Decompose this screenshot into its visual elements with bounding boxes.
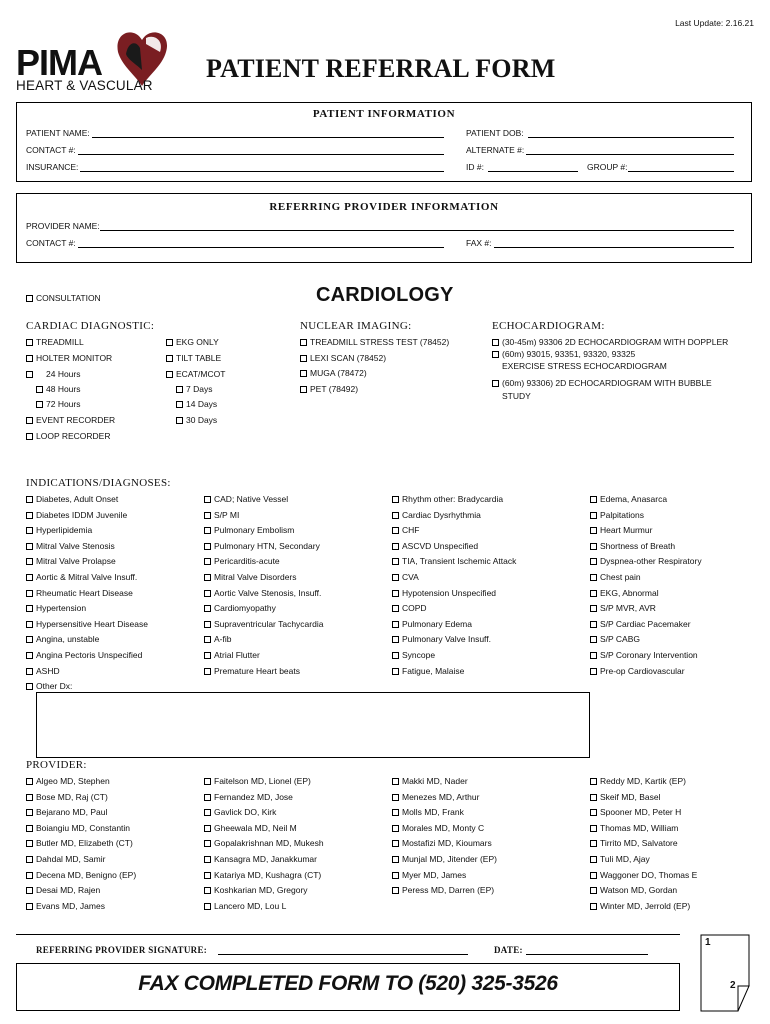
checkbox-icon [176, 401, 183, 408]
checkbox-icon [392, 512, 399, 519]
insurance-label: INSURANCE: [26, 162, 79, 172]
diagnosis-option[interactable]: Pulmonary Embolism [204, 524, 294, 536]
diagnosis-option[interactable]: Rhythm other: Bradycardia [392, 493, 503, 505]
diagnosis-option[interactable]: Palpitations [590, 509, 644, 521]
checkbox-icon [26, 558, 33, 565]
provider-option[interactable]: Evans MD, James [26, 900, 105, 912]
cardiac-option[interactable]: ECAT/MCOT [166, 368, 225, 380]
diagnosis-option[interactable]: Cardiac Dysrhythmia [392, 509, 481, 521]
provider-name-label: PROVIDER NAME: [26, 221, 100, 231]
provider-option[interactable]: Tirrito MD, Salvatore [590, 837, 678, 849]
cardiac-option[interactable]: 30 Days [176, 414, 217, 426]
checkbox-icon [166, 339, 173, 346]
patient-contact-field[interactable] [78, 154, 444, 155]
diagnosis-option[interactable]: ASHD [26, 665, 60, 677]
provider-fax-label: FAX #: [466, 238, 492, 248]
nuclear-imaging-title: NUCLEAR IMAGING: [300, 320, 412, 332]
echo-stress-checkbox[interactable]: (60m) 93015, 93351, 93320, 93325 [492, 348, 635, 360]
nuclear-option[interactable]: PET (78492) [300, 383, 358, 395]
checkbox-icon [590, 512, 597, 519]
diagnosis-option[interactable]: Hypertension [26, 602, 86, 614]
checkbox-icon [590, 668, 597, 675]
diagnosis-option[interactable]: Other Dx: [26, 680, 72, 692]
checkbox-icon [392, 590, 399, 597]
diagnosis-option[interactable]: Fatigue, Malaise [392, 665, 464, 677]
nuclear-option[interactable]: MUGA (78472) [300, 367, 367, 379]
cardiac-option[interactable]: 14 Days [176, 398, 217, 410]
checkbox-icon [26, 636, 33, 643]
checkbox-icon [392, 652, 399, 659]
consultation-checkbox[interactable]: CONSULTATION [26, 292, 101, 304]
cardiac-option[interactable]: 48 Hours [36, 383, 81, 395]
diagnosis-option[interactable]: Edema, Anasarca [590, 493, 667, 505]
indications-title: INDICATIONS/DIAGNOSES: [26, 477, 171, 489]
checkbox-icon [26, 856, 33, 863]
provider-option[interactable]: Dahdal MD, Samir [26, 853, 105, 865]
cardiac-option[interactable]: 24 Hours [26, 368, 81, 380]
checkbox-icon [26, 543, 33, 550]
checkbox-icon [26, 825, 33, 832]
checkbox-icon [36, 386, 43, 393]
checkbox-icon [590, 652, 597, 659]
diagnosis-option[interactable]: Mitral Valve Stenosis [26, 540, 115, 552]
last-update: Last Update: 2.16.21 [675, 18, 754, 28]
checkbox-icon [392, 856, 399, 863]
checkbox-icon [590, 825, 597, 832]
diagnosis-option[interactable]: TIA, Transient Ischemic Attack [392, 555, 516, 567]
checkbox-icon [590, 496, 597, 503]
checkbox-icon [392, 543, 399, 550]
diagnosis-option[interactable]: Pre-op Cardiovascular [590, 665, 685, 677]
provider-list-title: PROVIDER: [26, 759, 87, 771]
checkbox-icon [26, 433, 33, 440]
checkbox-icon [176, 417, 183, 424]
diagnosis-option[interactable]: Atrial Flutter [204, 649, 260, 661]
group-field[interactable] [628, 171, 734, 172]
checkbox-icon [26, 778, 33, 785]
checkbox-icon [590, 605, 597, 612]
checkbox-icon [590, 558, 597, 565]
nuclear-option[interactable]: LEXI SCAN (78452) [300, 352, 386, 364]
signature-field[interactable] [218, 954, 468, 955]
patient-info-title: PATIENT INFORMATION [312, 108, 456, 120]
checkbox-icon [590, 794, 597, 801]
date-field[interactable] [526, 954, 648, 955]
checkbox-icon [204, 543, 211, 550]
other-dx-textarea[interactable] [36, 692, 590, 758]
checkbox-icon [26, 590, 33, 597]
diagnosis-option[interactable]: S/P Cardiac Pacemaker [590, 618, 691, 630]
page-corner [700, 934, 750, 1012]
checkbox-icon [590, 636, 597, 643]
checkbox-icon [26, 512, 33, 519]
checkbox-icon [26, 872, 33, 879]
checkbox-icon [392, 887, 399, 894]
checkbox-icon [26, 339, 33, 346]
provider-option[interactable]: Menezes MD, Arthur [392, 791, 479, 803]
checkbox-icon [204, 668, 211, 675]
provider-option[interactable]: Skeif MD, Basel [590, 791, 660, 803]
group-label: GROUP #: [587, 162, 628, 172]
checkbox-icon [590, 872, 597, 879]
diagnosis-option[interactable]: Chest pain [590, 571, 641, 583]
checkbox-icon [204, 636, 211, 643]
checkbox-icon [26, 794, 33, 801]
cardiac-option[interactable]: 7 Days [176, 383, 212, 395]
echo-stress-label: EXERCISE STRESS ECHOCARDIOGRAM [502, 361, 667, 371]
provider-option[interactable]: Reddy MD, Kartik (EP) [590, 775, 686, 787]
patient-alternate-field[interactable] [526, 154, 734, 155]
checkbox-icon [300, 339, 307, 346]
provider-option[interactable]: Watson MD, Gordan [590, 884, 677, 896]
checkbox-icon [590, 543, 597, 550]
checkbox-icon [204, 574, 211, 581]
checkbox-icon [392, 872, 399, 879]
checkbox-icon [204, 809, 211, 816]
diagnosis-option[interactable]: Aortic & Mitral Valve Insuff. [26, 571, 137, 583]
diagnosis-option[interactable]: Aortic Valve Stenosis, Insuff. [204, 587, 321, 599]
checkbox-icon [492, 339, 499, 346]
diagnosis-option[interactable]: S/P CABG [590, 633, 640, 645]
checkbox-icon [204, 605, 211, 612]
checkbox-icon [300, 370, 307, 377]
provider-option[interactable]: Gheewala MD, Neil M [204, 822, 297, 834]
diagnosis-option[interactable]: S/P Coronary Intervention [590, 649, 698, 661]
checkbox-icon [590, 840, 597, 847]
checkbox-icon [204, 794, 211, 801]
checkbox-icon [392, 809, 399, 816]
checkbox-icon [492, 351, 499, 358]
page-title: PATIENT REFERRAL FORM [206, 54, 556, 83]
checkbox-icon [590, 590, 597, 597]
cardiac-option[interactable]: TREADMILL [26, 336, 84, 348]
provider-option[interactable]: Winter MD, Jerrold (EP) [590, 900, 690, 912]
logo-wordmark: PIMA [16, 42, 102, 83]
provider-option[interactable]: Bose MD, Raj (CT) [26, 791, 108, 803]
cardiac-diagnostic-title: CARDIAC DIAGNOSTIC: [26, 320, 155, 332]
checkbox-icon [392, 778, 399, 785]
checkbox-icon [204, 527, 211, 534]
diagnosis-option[interactable]: Syncope [392, 649, 435, 661]
checkbox-icon [392, 840, 399, 847]
provider-option[interactable]: Koshkarian MD, Gregory [204, 884, 308, 896]
checkbox-icon [26, 496, 33, 503]
checkbox-icon [204, 496, 211, 503]
checkbox-icon [26, 605, 33, 612]
checkbox-icon [204, 558, 211, 565]
patient-name-label: PATIENT NAME: [26, 128, 90, 138]
cardiac-option[interactable]: HOLTER MONITOR [26, 352, 112, 364]
checkbox-icon [392, 636, 399, 643]
checkbox-icon [204, 903, 211, 910]
diagnosis-option[interactable]: Pulmonary HTN, Secondary [204, 540, 320, 552]
signature-label: REFERRING PROVIDER SIGNATURE: [36, 945, 208, 955]
provider-option[interactable]: Bejarano MD, Paul [26, 806, 107, 818]
checkbox-icon [26, 355, 33, 362]
checkbox-icon [204, 825, 211, 832]
provider-option[interactable]: Boiangiu MD, Constantin [26, 822, 130, 834]
checkbox-icon [36, 401, 43, 408]
checkbox-icon [26, 903, 33, 910]
checkbox-icon [204, 621, 211, 628]
diagnosis-option[interactable]: Rheumatic Heart Disease [26, 587, 133, 599]
provider-option[interactable]: Morales MD, Monty C [392, 822, 484, 834]
patient-dob-label: PATIENT DOB: [466, 128, 524, 138]
checkbox-icon [204, 887, 211, 894]
provider-option[interactable]: Munjal MD, Jitender (EP) [392, 853, 497, 865]
signature-divider [16, 934, 680, 935]
checkbox-icon [26, 668, 33, 675]
provider-option[interactable]: Gopalakrishnan MD, Mukesh [204, 837, 324, 849]
diagnosis-option[interactable]: CVA [392, 571, 419, 583]
cardiac-option[interactable]: 72 Hours [36, 398, 81, 410]
diagnosis-option[interactable]: S/P MVR, AVR [590, 602, 656, 614]
diagnosis-option[interactable]: Diabetes IDDM Juvenile [26, 509, 127, 521]
page-marker-2: 2 [730, 980, 736, 991]
provider-name-field[interactable] [100, 230, 734, 231]
checkbox-icon [590, 621, 597, 628]
provider-option[interactable]: Faitelson MD, Lionel (EP) [204, 775, 311, 787]
checkbox-icon [590, 809, 597, 816]
date-label: DATE: [494, 945, 523, 955]
provider-option[interactable]: Desai MD, Rajen [26, 884, 100, 896]
nuclear-option[interactable]: TREADMILL STRESS TEST (78452) [300, 336, 449, 348]
provider-option[interactable]: Gavlick DO, Kirk [204, 806, 276, 818]
diagnosis-option[interactable]: Pulmonary Valve Insuff. [392, 633, 491, 645]
checkbox-icon [166, 371, 173, 378]
checkbox-icon [26, 295, 33, 302]
checkbox-icon [26, 809, 33, 816]
diagnosis-option[interactable]: CHF [392, 524, 419, 536]
checkbox-icon [392, 605, 399, 612]
logo-subtitle: HEART & VASCULAR [16, 78, 153, 93]
diagnosis-option[interactable]: A-fib [204, 633, 231, 645]
checkbox-icon [590, 778, 597, 785]
id-label: ID #: [466, 162, 484, 172]
checkbox-icon [300, 386, 307, 393]
patient-contact-label: CONTACT #: [26, 145, 76, 155]
checkbox-icon [26, 371, 33, 378]
diagnosis-option[interactable]: Heart Murmur [590, 524, 652, 536]
fax-banner-text: FAX COMPLETED FORM TO (520) 325-3526 [138, 972, 558, 995]
checkbox-icon [26, 683, 33, 690]
diagnosis-option[interactable]: Shortness of Breath [590, 540, 675, 552]
checkbox-icon [590, 903, 597, 910]
patient-dob-field[interactable] [528, 137, 734, 138]
provider-option[interactable]: Algeo MD, Stephen [26, 775, 110, 787]
echo-bubble-checkbox[interactable]: (60m) 93306) 2D ECHOCARDIOGRAM WITH BUBBLE [492, 377, 712, 389]
diagnosis-option[interactable]: Angina, unstable [26, 633, 99, 645]
checkbox-icon [392, 527, 399, 534]
diagnosis-option[interactable]: Mitral Valve Prolapse [26, 555, 116, 567]
cardiac-option[interactable]: EKG ONLY [166, 336, 219, 348]
patient-name-field[interactable] [92, 137, 444, 138]
echo-bubble-label: STUDY [502, 391, 531, 401]
checkbox-icon [204, 512, 211, 519]
checkbox-icon [300, 355, 307, 362]
checkbox-icon [392, 621, 399, 628]
checkbox-icon [26, 652, 33, 659]
diagnosis-option[interactable]: ASCVD Unspecified [392, 540, 478, 552]
checkbox-icon [176, 386, 183, 393]
diagnosis-option[interactable]: Dyspnea-other Respiratory [590, 555, 702, 567]
diagnosis-option[interactable]: Premature Heart beats [204, 665, 300, 677]
echo-doppler-checkbox[interactable]: (30-45m) 93306 2D ECHOCARDIOGRAM WITH DOPPLER [492, 336, 728, 348]
checkbox-icon [204, 778, 211, 785]
checkbox-icon [26, 840, 33, 847]
checkbox-icon [392, 794, 399, 801]
checkbox-icon [590, 574, 597, 581]
checkbox-icon [392, 496, 399, 503]
provider-option[interactable]: Peress MD, Darren (EP) [392, 884, 494, 896]
checkbox-icon [26, 527, 33, 534]
provider-option[interactable]: Mostafizi MD, Kioumars [392, 837, 492, 849]
diagnosis-option[interactable]: S/P MI [204, 509, 239, 521]
provider-contact-field[interactable] [78, 247, 444, 248]
checkbox-icon [26, 621, 33, 628]
provider-option[interactable]: Spooner MD, Peter H [590, 806, 681, 818]
checkbox-icon [392, 574, 399, 581]
page-marker-1: 1 [705, 937, 711, 948]
diagnosis-option[interactable]: Cardiomyopathy [204, 602, 276, 614]
diagnosis-option[interactable]: Pericarditis-acute [204, 555, 280, 567]
checkbox-icon [392, 825, 399, 832]
checkbox-icon [204, 590, 211, 597]
insurance-field[interactable] [80, 171, 444, 172]
cardiac-option[interactable]: EVENT RECORDER [26, 414, 115, 426]
provider-option[interactable]: Makki MD, Nader [392, 775, 468, 787]
diagnosis-option[interactable]: Angina Pectoris Unspecified [26, 649, 142, 661]
checkbox-icon [392, 668, 399, 675]
checkbox-icon [204, 840, 211, 847]
provider-contact-label: CONTACT #: [26, 238, 76, 248]
checkbox-icon [26, 417, 33, 424]
checkbox-icon [492, 380, 499, 387]
checkbox-icon [204, 872, 211, 879]
diagnosis-option[interactable]: Mitral Valve Disorders [204, 571, 297, 583]
provider-option[interactable]: Fernandez MD, Jose [204, 791, 293, 803]
provider-option[interactable]: Myer MD, James [392, 869, 466, 881]
checkbox-icon [590, 887, 597, 894]
provider-option[interactable]: Tuli MD, Ajay [590, 853, 650, 865]
checkbox-icon [590, 527, 597, 534]
provider-option[interactable]: Lancero MD, Lou L [204, 900, 286, 912]
diagnosis-option[interactable]: EKG, Abnormal [590, 587, 659, 599]
provider-option[interactable]: Thomas MD, William [590, 822, 678, 834]
provider-fax-field[interactable] [494, 247, 734, 248]
provider-option[interactable]: Decena MD, Benigno (EP) [26, 869, 136, 881]
diagnosis-option[interactable]: COPD [392, 602, 427, 614]
diagnosis-option[interactable]: Diabetes, Adult Onset [26, 493, 118, 505]
provider-option[interactable]: Waggoner DO, Thomas E [590, 869, 697, 881]
specialty-heading: CARDIOLOGY [316, 284, 454, 306]
id-field[interactable] [488, 171, 578, 172]
checkbox-icon [26, 574, 33, 581]
checkbox-icon [26, 887, 33, 894]
pima-logo [14, 24, 184, 94]
patient-alternate-label: ALTERNATE #: [466, 145, 525, 155]
checkbox-icon [392, 558, 399, 565]
provider-option[interactable]: Butler MD, Elizabeth (CT) [26, 837, 133, 849]
diagnosis-option[interactable]: Supraventricular Tachycardia [204, 618, 323, 630]
checkbox-icon [204, 856, 211, 863]
echocardiogram-title: ECHOCARDIOGRAM: [492, 320, 605, 332]
cardiac-option[interactable]: TILT TABLE [166, 352, 221, 364]
diagnosis-option[interactable]: Hypotension Unspecified [392, 587, 496, 599]
cardiac-option[interactable]: LOOP RECORDER [26, 430, 110, 442]
provider-option[interactable]: Kansagra MD, Janakkumar [204, 853, 317, 865]
diagnosis-option[interactable]: Hyperlipidemia [26, 524, 92, 536]
diagnosis-option[interactable]: CAD; Native Vessel [204, 493, 288, 505]
checkbox-icon [166, 355, 173, 362]
diagnosis-option[interactable]: Hypersensitive Heart Disease [26, 618, 148, 630]
provider-option[interactable]: Molls MD, Frank [392, 806, 464, 818]
checkbox-icon [590, 856, 597, 863]
referring-provider-title: REFERRING PROVIDER INFORMATION [269, 201, 499, 213]
diagnosis-option[interactable]: Pulmonary Edema [392, 618, 472, 630]
checkbox-icon [204, 652, 211, 659]
provider-option[interactable]: Katariya MD, Kushagra (CT) [204, 869, 321, 881]
